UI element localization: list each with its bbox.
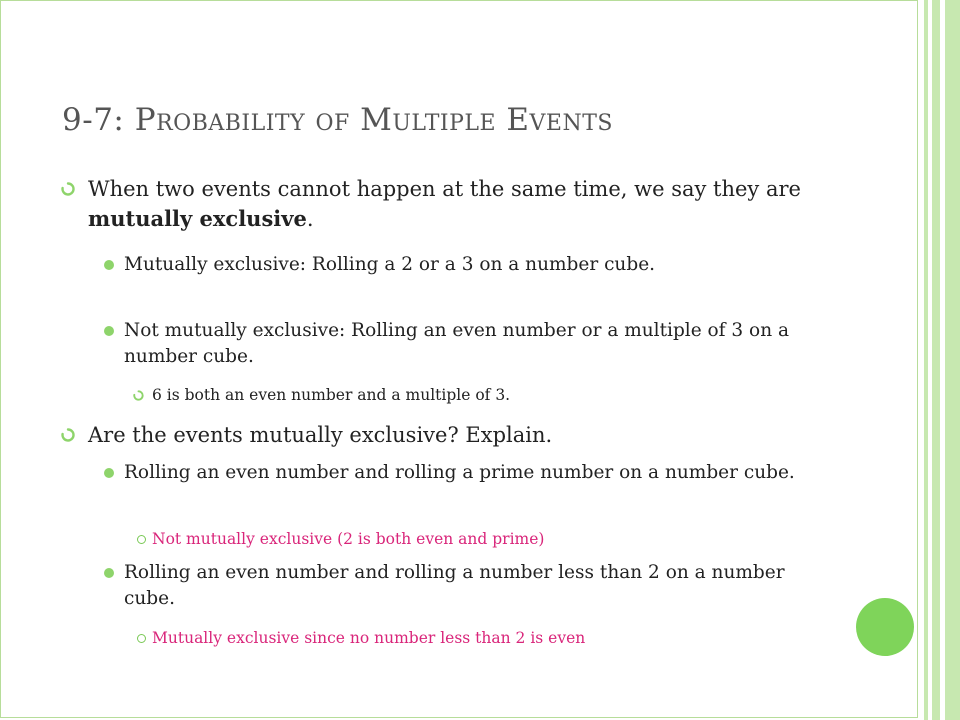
swirl-bullet-icon [61, 428, 75, 442]
definition-text: When two events cannot happen at the same time, we say they are [88, 177, 801, 201]
swirl-bullet-icon [61, 182, 75, 196]
dot-bullet-icon [104, 260, 114, 270]
definition-end: . [306, 207, 314, 231]
bullet-answer-2 [152, 627, 792, 649]
title-main: Probability of Multiple Events [134, 102, 613, 138]
question-text: Are the events mutually exclusive? Explain. [88, 423, 553, 447]
bullet-answer-1 [152, 528, 792, 550]
question-2-text: Rolling an even number and rolling a number less than 2 on a number cube. [124, 562, 785, 609]
dot-bullet-icon [104, 568, 114, 578]
bullet-question [88, 420, 808, 450]
ring-bullet-icon [137, 535, 146, 544]
question-1-text: Rolling an even number and rolling a prime number on a number cube. [124, 462, 795, 483]
title-prefix: 9-7: [62, 102, 135, 138]
swirl-bullet-icon [133, 390, 144, 401]
bullet-example-2 [124, 318, 814, 370]
definition-term: mutually exclusive [88, 206, 307, 231]
bullet-question-1 [124, 460, 814, 486]
answer-2-text: Mutually exclusive since no number less than 2 is even [152, 629, 586, 647]
bullet-example-2-note [152, 384, 792, 406]
decorative-stripe [932, 0, 940, 720]
ring-bullet-icon [137, 634, 146, 643]
dot-bullet-icon [104, 326, 114, 336]
bullet-example-1 [124, 252, 814, 278]
dot-bullet-icon [104, 468, 114, 478]
decorative-stripe [924, 0, 928, 720]
example-2-text: Not mutually exclusive: Rolling an even number or a multiple of 3 on a number cube. [124, 320, 790, 367]
example-2-note-text: 6 is both an even number and a multiple of 3. [152, 386, 511, 404]
bullet-question-2 [124, 560, 814, 612]
decorative-circle [856, 598, 914, 656]
slide-title [62, 102, 613, 138]
bullet-definition [88, 174, 808, 234]
answer-1-text: Not mutually exclusive (2 is both even and prime) [152, 530, 545, 548]
decorative-stripe [945, 0, 960, 720]
example-1-text: Mutually exclusive: Rolling a 2 or a 3 on a number cube. [124, 254, 656, 275]
